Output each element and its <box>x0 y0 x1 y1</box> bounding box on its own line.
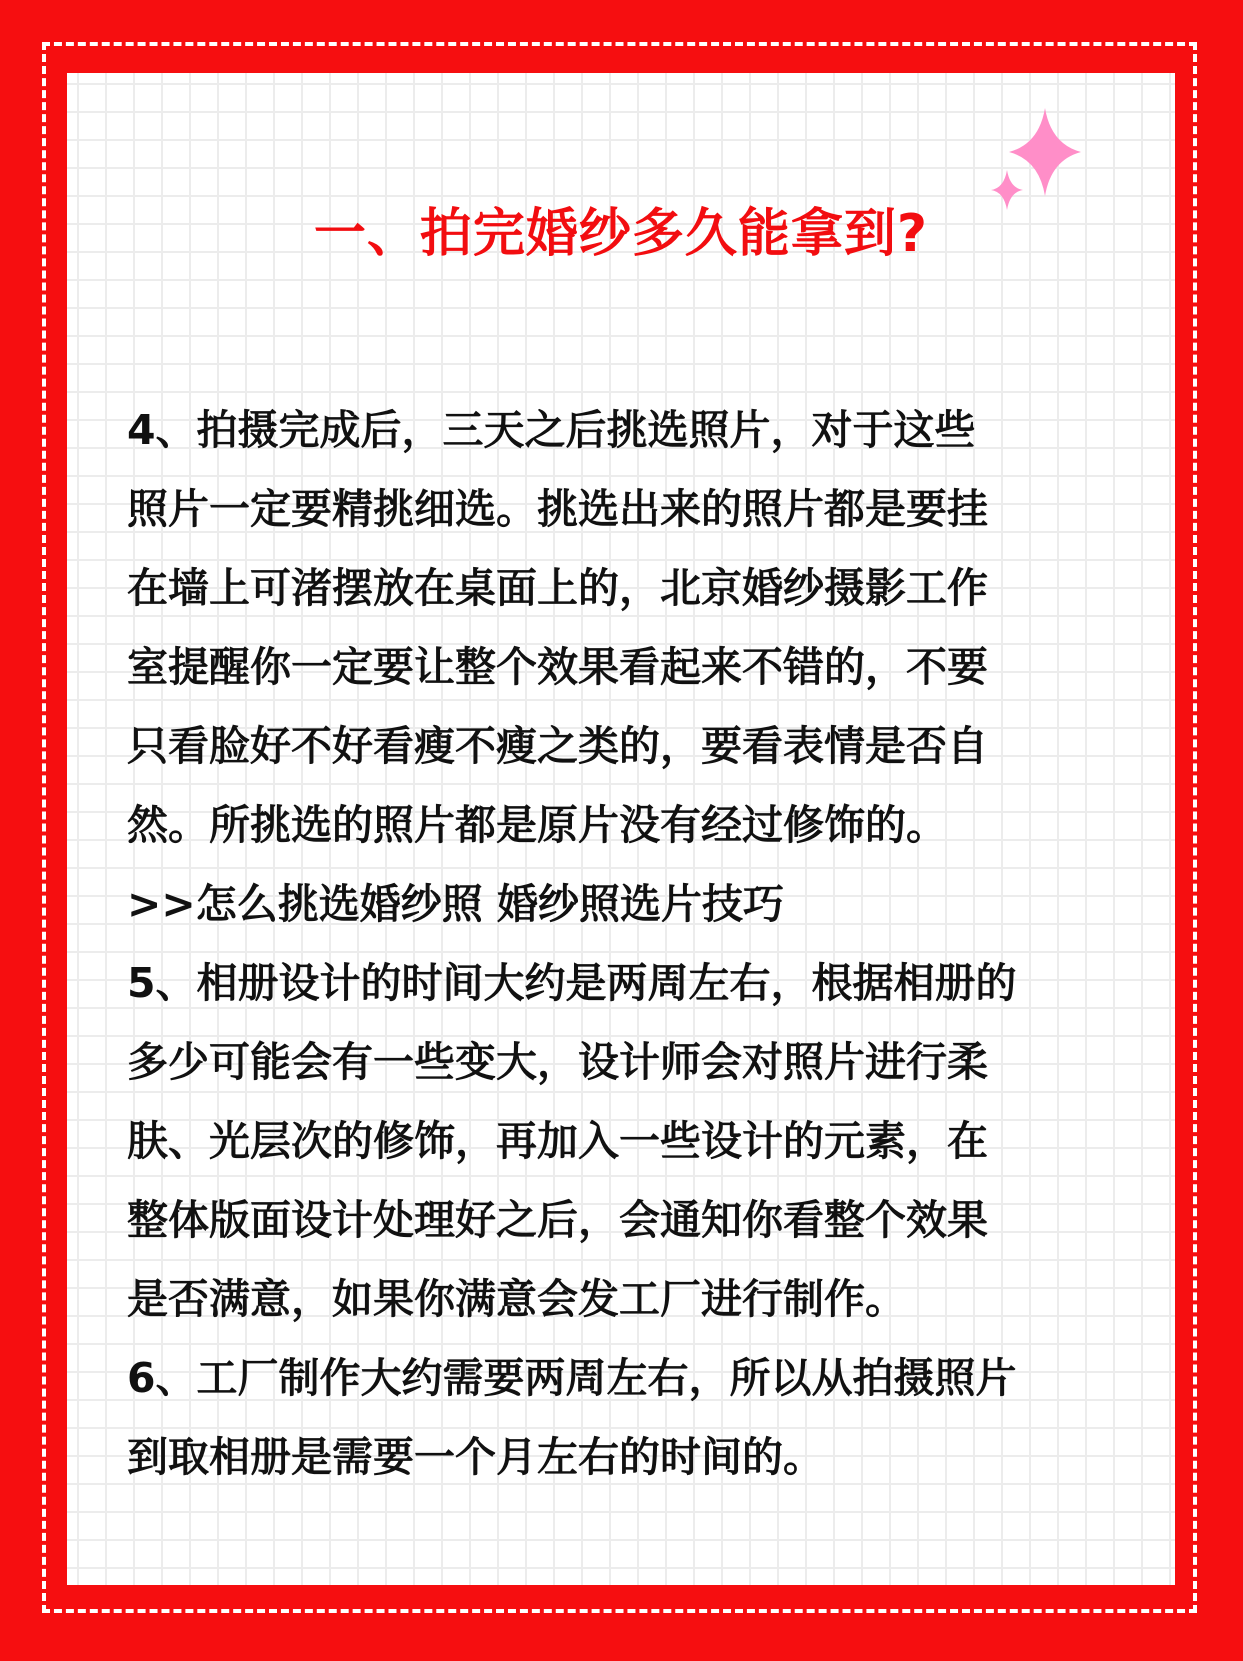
body-line: 是否满意，如果你满意会发工厂进行制作。 <box>127 1275 906 1323</box>
body-line: 5、相册设计的时间大约是两周左右，根据相册的 <box>127 959 1017 1007</box>
body-line: 肤、光层次的修饰，再加入一些设计的元素，在 <box>127 1117 988 1165</box>
body-line: 在墙上可渚摆放在桌面上的，北京婚纱摄影工作 <box>127 564 988 612</box>
body-line: 只看脸好不好看瘦不瘦之类的，要看表情是否自 <box>127 722 988 770</box>
body-line: 4、拍摄完成后，三天之后挑选照片，对于这些 <box>127 406 976 454</box>
body-line: 多少可能会有一些变大，设计师会对照片进行柔 <box>127 1038 988 1086</box>
body-line: 然。所挑选的照片都是原片没有经过修饰的。 <box>127 801 947 849</box>
body-line: 到取相册是需要一个月左右的时间的。 <box>127 1433 824 1481</box>
page-title: 一、拍完婚纱多久能拿到? <box>313 204 929 264</box>
content-card <box>67 73 1175 1585</box>
body-line: 6、工厂制作大约需要两周左右，所以从拍摄照片 <box>127 1354 1017 1402</box>
large-sparkle-icon <box>1009 108 1081 196</box>
body-line: 室提醒你一定要让整个效果看起来不错的，不要 <box>127 643 988 691</box>
body-line: 整体版面设计处理好之后，会通知你看整个效果 <box>127 1196 988 1244</box>
body-line: 照片一定要精挑细选。挑选出来的照片都是要挂 <box>127 485 988 533</box>
body-line-link: >>怎么挑选婚纱照 婚纱照选片技巧 <box>127 880 784 928</box>
article-body <box>127 391 1097 1497</box>
